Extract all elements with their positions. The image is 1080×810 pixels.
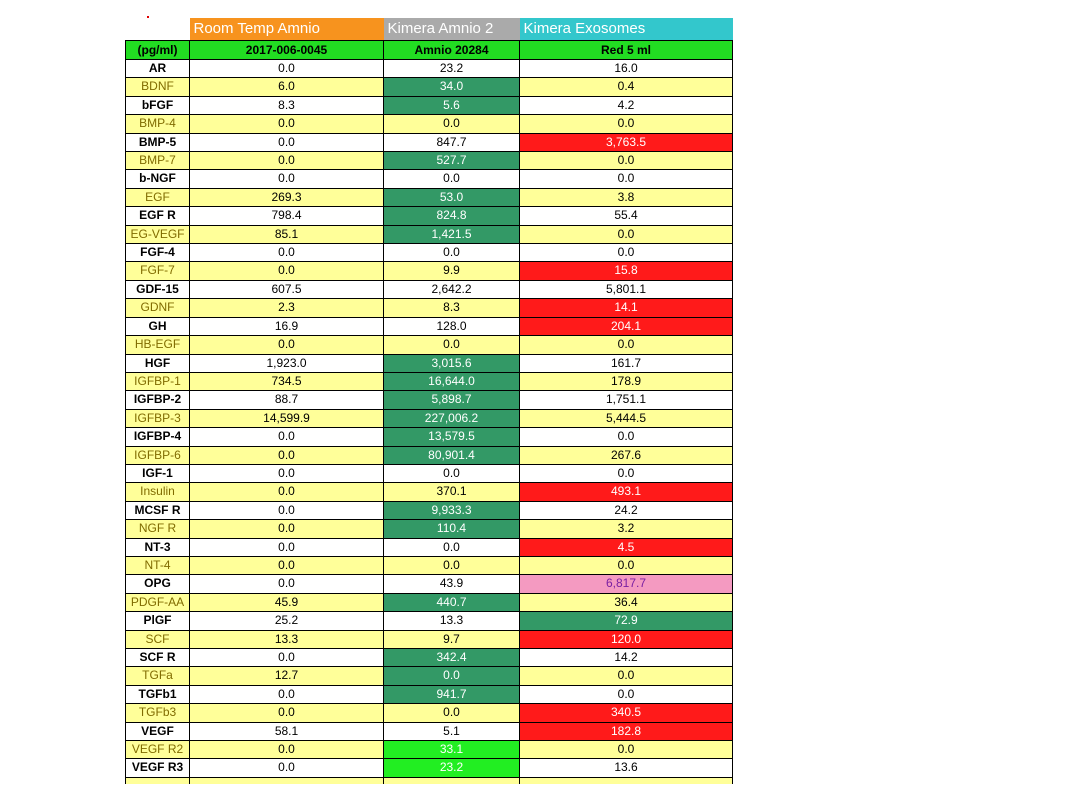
value-cell: 14.2 (520, 649, 733, 667)
analyte-name: GDNF (126, 299, 190, 317)
value-cell: 0.0 (520, 225, 733, 243)
value-cell: 13,579.5 (384, 428, 520, 446)
value-cell: 88.7 (190, 391, 384, 409)
empty-cell (520, 777, 733, 784)
table-row (126, 520, 733, 538)
value-cell: 13.3 (190, 630, 384, 648)
value-cell: 0.0 (520, 170, 733, 188)
empty-cell (384, 777, 520, 784)
value-cell: 0.0 (520, 667, 733, 685)
sample-id-exosomes: Red 5 ml (520, 41, 733, 60)
table-row (126, 354, 733, 372)
value-cell: 5,898.7 (384, 391, 520, 409)
sample-id-room-temp: 2017-006-0045 (190, 41, 384, 60)
cytokine-table-sheet (125, 18, 732, 784)
table-row (126, 630, 733, 648)
value-cell: 0.0 (520, 115, 733, 133)
table-row (126, 336, 733, 354)
value-cell: 5.6 (384, 96, 520, 114)
value-cell: 0.0 (190, 538, 384, 556)
table-row (126, 152, 733, 170)
value-cell: 0.0 (190, 685, 384, 703)
header-room-temp-amnio: Room Temp Amnio (190, 18, 384, 41)
table-row (126, 262, 733, 280)
value-cell: 23.2 (384, 60, 520, 78)
value-cell: 34.0 (384, 78, 520, 96)
table-row (126, 391, 733, 409)
value-cell: 53.0 (384, 188, 520, 206)
value-cell: 15.8 (520, 262, 733, 280)
table-row (126, 704, 733, 722)
table-row (126, 170, 733, 188)
value-cell: 0.0 (520, 244, 733, 262)
value-cell: 204.1 (520, 317, 733, 335)
value-cell: 0.0 (190, 446, 384, 464)
value-cell: 0.0 (520, 336, 733, 354)
value-cell: 161.7 (520, 354, 733, 372)
table-row (126, 78, 733, 96)
analyte-name: IGFBP-6 (126, 446, 190, 464)
table-row (126, 575, 733, 593)
value-cell: 72.9 (520, 612, 733, 630)
table-row (126, 501, 733, 519)
analyte-name: VEGF R3 (126, 759, 190, 777)
value-cell: 0.0 (520, 428, 733, 446)
analyte-name: FGF-4 (126, 244, 190, 262)
table-row-partial (126, 777, 733, 784)
analyte-name: NGF R (126, 520, 190, 538)
value-cell: 2.3 (190, 299, 384, 317)
table-row (126, 244, 733, 262)
value-cell: 25.2 (190, 612, 384, 630)
value-cell: 0.0 (190, 741, 384, 759)
table-row (126, 60, 733, 78)
value-cell: 0.0 (520, 556, 733, 574)
value-cell: 4.5 (520, 538, 733, 556)
value-cell: 36.4 (520, 593, 733, 611)
analyte-name: BMP-7 (126, 152, 190, 170)
value-cell: 340.5 (520, 704, 733, 722)
analyte-name: bFGF (126, 96, 190, 114)
analyte-name: AR (126, 60, 190, 78)
value-cell: 3.8 (520, 188, 733, 206)
value-cell: 0.0 (190, 60, 384, 78)
value-cell: 45.9 (190, 593, 384, 611)
analyte-name: IGF-1 (126, 464, 190, 482)
value-cell: 2,642.2 (384, 280, 520, 298)
value-cell: 0.0 (190, 556, 384, 574)
table-row (126, 446, 733, 464)
header-kimera-exosomes: Kimera Exosomes (520, 18, 733, 41)
value-cell: 120.0 (520, 630, 733, 648)
table-row (126, 667, 733, 685)
value-cell: 182.8 (520, 722, 733, 740)
value-cell: 1,751.1 (520, 391, 733, 409)
value-cell: 4.2 (520, 96, 733, 114)
table-row (126, 317, 733, 335)
empty-cell (126, 777, 190, 784)
value-cell: 0.0 (384, 704, 520, 722)
table-row (126, 133, 733, 151)
analyte-name: SCF R (126, 649, 190, 667)
value-cell: 267.6 (520, 446, 733, 464)
analyte-name: HGF (126, 354, 190, 372)
value-cell: 24.2 (520, 501, 733, 519)
value-cell: 227,006.2 (384, 409, 520, 427)
value-cell: 0.0 (520, 741, 733, 759)
analyte-name: IGFBP-3 (126, 409, 190, 427)
analyte-name: BDNF (126, 78, 190, 96)
value-cell: 128.0 (384, 317, 520, 335)
value-cell: 0.4 (520, 78, 733, 96)
value-cell: 0.0 (190, 152, 384, 170)
value-cell: 0.0 (190, 759, 384, 777)
value-cell: 58.1 (190, 722, 384, 740)
value-cell: 0.0 (190, 575, 384, 593)
value-cell: 5,801.1 (520, 280, 733, 298)
value-cell: 0.0 (190, 464, 384, 482)
table-row (126, 593, 733, 611)
value-cell: 847.7 (384, 133, 520, 151)
table-row (126, 649, 733, 667)
sample-header-row (126, 18, 733, 41)
analyte-name: VEGF (126, 722, 190, 740)
value-cell: 9.7 (384, 630, 520, 648)
value-cell: 6,817.7 (520, 575, 733, 593)
value-cell: 0.0 (190, 262, 384, 280)
value-cell: 80,901.4 (384, 446, 520, 464)
value-cell: 0.0 (384, 170, 520, 188)
analyte-name: HB-EGF (126, 336, 190, 354)
table-row (126, 685, 733, 703)
value-cell: 43.9 (384, 575, 520, 593)
table-row (126, 115, 733, 133)
value-cell: 23.2 (384, 759, 520, 777)
value-cell: 0.0 (384, 115, 520, 133)
table-body (126, 60, 733, 784)
analyte-name: EG-VEGF (126, 225, 190, 243)
table-row (126, 372, 733, 390)
analyte-name: IGFBP-1 (126, 372, 190, 390)
value-cell: 0.0 (190, 115, 384, 133)
value-cell: 33.1 (384, 741, 520, 759)
value-cell: 0.0 (190, 704, 384, 722)
value-cell: 370.1 (384, 483, 520, 501)
value-cell: 941.7 (384, 685, 520, 703)
value-cell: 16.9 (190, 317, 384, 335)
value-cell: 0.0 (190, 520, 384, 538)
header-kimera-amnio-2: Kimera Amnio 2 (384, 18, 520, 41)
value-cell: 0.0 (384, 244, 520, 262)
analyte-name: OPG (126, 575, 190, 593)
value-cell: 0.0 (384, 667, 520, 685)
value-cell: 12.7 (190, 667, 384, 685)
analyte-name: MCSF R (126, 501, 190, 519)
table-row (126, 464, 733, 482)
analyte-name: SCF (126, 630, 190, 648)
value-cell: 0.0 (190, 336, 384, 354)
value-cell: 3.2 (520, 520, 733, 538)
value-cell: 0.0 (190, 483, 384, 501)
value-cell: 14.1 (520, 299, 733, 317)
value-cell: 0.0 (190, 501, 384, 519)
table-row (126, 428, 733, 446)
value-cell: 5,444.5 (520, 409, 733, 427)
sample-id-row (126, 41, 733, 60)
table-row (126, 299, 733, 317)
value-cell: 9.9 (384, 262, 520, 280)
analyte-name: PDGF-AA (126, 593, 190, 611)
value-cell: 5.1 (384, 722, 520, 740)
value-cell: 607.5 (190, 280, 384, 298)
value-cell: 16,644.0 (384, 372, 520, 390)
analyte-name: GH (126, 317, 190, 335)
cytokine-table (125, 18, 733, 784)
value-cell: 0.0 (520, 464, 733, 482)
value-cell: 13.6 (520, 759, 733, 777)
table-row (126, 722, 733, 740)
table-row (126, 225, 733, 243)
value-cell: 3,015.6 (384, 354, 520, 372)
value-cell: 178.9 (520, 372, 733, 390)
analyte-name: IGFBP-4 (126, 428, 190, 446)
value-cell: 0.0 (384, 556, 520, 574)
value-cell: 0.0 (384, 336, 520, 354)
value-cell: 0.0 (190, 244, 384, 262)
header-blank-cell (126, 18, 190, 41)
value-cell: 14,599.9 (190, 409, 384, 427)
analyte-name: EGF (126, 188, 190, 206)
analyte-name: b-NGF (126, 170, 190, 188)
value-cell: 1,923.0 (190, 354, 384, 372)
value-cell: 269.3 (190, 188, 384, 206)
analyte-name: VEGF R2 (126, 741, 190, 759)
value-cell: 342.4 (384, 649, 520, 667)
table-row (126, 741, 733, 759)
value-cell: 0.0 (520, 152, 733, 170)
value-cell: 55.4 (520, 207, 733, 225)
sample-id-amnio: Amnio 20284 (384, 41, 520, 60)
table-row (126, 483, 733, 501)
analyte-name: EGF R (126, 207, 190, 225)
analyte-name: NT-3 (126, 538, 190, 556)
value-cell: 493.1 (520, 483, 733, 501)
empty-cell (190, 777, 384, 784)
value-cell: 8.3 (384, 299, 520, 317)
analyte-name: PlGF (126, 612, 190, 630)
value-cell: 1,421.5 (384, 225, 520, 243)
table-row (126, 207, 733, 225)
table-row (126, 280, 733, 298)
value-cell: 0.0 (190, 133, 384, 151)
value-cell: 0.0 (520, 685, 733, 703)
value-cell: 734.5 (190, 372, 384, 390)
value-cell: 13.3 (384, 612, 520, 630)
value-cell: 798.4 (190, 207, 384, 225)
table-row (126, 409, 733, 427)
value-cell: 3,763.5 (520, 133, 733, 151)
analyte-name: Insulin (126, 483, 190, 501)
value-cell: 85.1 (190, 225, 384, 243)
analyte-name: BMP-4 (126, 115, 190, 133)
analyte-name: BMP-5 (126, 133, 190, 151)
value-cell: 0.0 (190, 170, 384, 188)
value-cell: 9,933.3 (384, 501, 520, 519)
analyte-name: GDF-15 (126, 280, 190, 298)
table-row (126, 612, 733, 630)
value-cell: 16.0 (520, 60, 733, 78)
table-row (126, 188, 733, 206)
table-row (126, 759, 733, 777)
value-cell: 0.0 (190, 428, 384, 446)
value-cell: 0.0 (384, 538, 520, 556)
value-cell: 110.4 (384, 520, 520, 538)
unit-label: (pg/ml) (126, 41, 190, 60)
value-cell: 527.7 (384, 152, 520, 170)
value-cell: 0.0 (384, 464, 520, 482)
analyte-name: FGF-7 (126, 262, 190, 280)
value-cell: 440.7 (384, 593, 520, 611)
analyte-name: TGFb3 (126, 704, 190, 722)
analyte-name: IGFBP-2 (126, 391, 190, 409)
value-cell: 6.0 (190, 78, 384, 96)
value-cell: 0.0 (190, 649, 384, 667)
table-row (126, 556, 733, 574)
value-cell: 824.8 (384, 207, 520, 225)
analyte-name: NT-4 (126, 556, 190, 574)
analyte-name: TGFa (126, 667, 190, 685)
value-cell: 8.3 (190, 96, 384, 114)
analyte-name: TGFb1 (126, 685, 190, 703)
table-row (126, 96, 733, 114)
table-row (126, 538, 733, 556)
